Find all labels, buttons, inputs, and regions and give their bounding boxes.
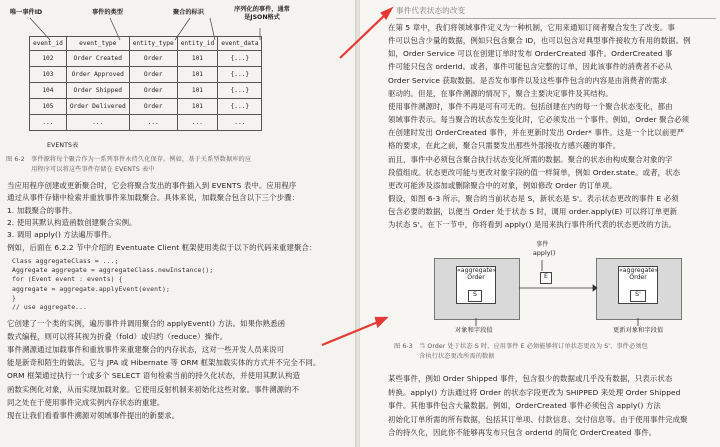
- table-cell: Order: [129, 99, 177, 115]
- column-header: entity_type: [129, 37, 177, 51]
- table-cell: 105: [30, 99, 67, 115]
- text-line: 初始化订单所需的所有数据，包括其订单项、付款信息、交付信息等。由于使用事件完成聚: [388, 414, 688, 424]
- table-row: [30, 67, 262, 83]
- text-line: 它创建了一个类的实例，遍历事件并调用聚合的 applyEvent() 方法。如果你熟悉函: [7, 319, 286, 328]
- event-label: 事件: [536, 241, 549, 248]
- text-line: 当应用程序创建或更新聚合时，它会将聚合发出的事件插入到 EVENTS 表中。应用程序: [7, 181, 297, 190]
- table-cell: 103: [30, 67, 67, 83]
- text-line: 包含必要的数据，以便当 Order 处于状态 S 时，调用 order.apply(E) 可以将订单更新: [388, 207, 678, 217]
- table-cell: Order Delivered: [66, 99, 129, 115]
- section-header: 事件代表状态的改变: [396, 6, 466, 15]
- text-line: 数式编程，则可以将其视为折叠（fold）或归约（reduce）操作。: [7, 332, 228, 342]
- events-table: [29, 36, 262, 131]
- text-line: 现在让我们看看事件溯源对领域事件提出的新要求。: [7, 410, 180, 420]
- table-cell: ...: [218, 115, 262, 131]
- stereotype-label: «aggregate»: [619, 267, 659, 274]
- figure-caption-line: 图 6-3 当 Order 处于状态 S 时，应用事件 E 必须能够将订单状态更改为 S'，事件必须包: [394, 343, 648, 350]
- text-line: 1. 加载聚合的事件。: [7, 205, 77, 215]
- text-line: 假设，如图 6-3 所示，聚合的当前状态是 S，新状态是 S'。表示状态更改的事件 E 必须: [388, 193, 679, 203]
- text-line: 能是新奇和陌生的做法。它与 JPA 或 Hibernate 等 ORM 框架加载实体的方式并不完全不同。: [7, 358, 321, 368]
- text-line: ORM 框架通过执行一个或多个 SELECT 语句检索当前的持久化状态，并使用其默认构造: [7, 371, 301, 381]
- text-line: 领域事件表示。每当聚合的状态发生变化时，它必须发出一个事件。例如，Order 聚合必须: [388, 115, 690, 125]
- table-row: [30, 115, 262, 131]
- text-line: 事件。其他事件包含大量数据。例如，OrderCreated 事件必须包含 apply() 方法: [388, 401, 661, 411]
- text-line: 通过从事件存储中检索并重放事件来加载聚合。具体来说，加载聚合包含以下三个步骤：: [7, 193, 300, 203]
- text-line: Order Service 获取数据。是否发布事件以及这些事件包含的内容是由消费者的需求: [388, 75, 668, 85]
- figure-caption-line: 图 6-2 事件源将每个聚合作为一系列事件永持久化保存。例如，基于关系型数据库的应: [6, 156, 252, 163]
- column-header: event_id: [30, 37, 67, 51]
- table-cell: Order Approved: [66, 67, 129, 83]
- column-header: entity_id: [177, 37, 218, 51]
- table-cell: 101: [177, 67, 218, 83]
- text-line: 2. 使用其默认构造函数创建聚合实例。: [7, 217, 137, 227]
- text-line: 某些事件，例如 Order Shipped 事件，包含很少的数据或几乎没有数据，只表示状态: [388, 374, 673, 383]
- apply-label: apply(): [533, 250, 556, 257]
- annotation-event-data: 序列化的事件，通常是JSON格式: [234, 6, 290, 21]
- text-line: 3. 调用 apply() 方法遍历事件。: [7, 230, 116, 240]
- text-line: 在创建时发出 OrderCreated 事件，并在更新时发出 Order* 事件。这是一个比以前更严: [388, 128, 685, 138]
- text-line: 使用事件溯源时，事件不再是可有可无的。包括创建在内的每一个聚合状态变化，都由: [388, 101, 673, 111]
- table-row: [30, 99, 262, 115]
- table-cell: 101: [177, 83, 218, 99]
- text-line: }: [12, 293, 16, 302]
- table-cell: {...}: [218, 51, 262, 67]
- table-cell: Order: [129, 51, 177, 67]
- table-cell: ...: [66, 115, 129, 131]
- right-panel-caption: 更新对象和字段值: [613, 327, 664, 334]
- table-cell: 101: [177, 99, 218, 115]
- table-cell: Order: [129, 83, 177, 99]
- text-line: 同之处在于使用事件完成实例内存状态的重建。: [7, 397, 165, 407]
- event-box: E: [540, 272, 552, 284]
- text-line: 合的持久化，因此你不能够再发布只包含 orderId 的简化 OrderCreated 事件。: [388, 428, 657, 438]
- table-cell: 104: [30, 83, 67, 99]
- table-cell: 102: [30, 51, 67, 67]
- column-header: event_type: [66, 37, 129, 51]
- table-caption: EVENTS表: [47, 142, 79, 149]
- text-line: 件可以包含少量的数据，例如只包含聚合 ID，也可以包含对典型事件接收方有用的数据。例: [388, 36, 691, 46]
- text-line: 事件溯源通过加载事件和重放事件来重建聚合的内存状态，这对一些开发人员来说可: [7, 345, 285, 355]
- annotation-aggregate-id: 聚合的标识: [173, 9, 204, 16]
- table-cell: 101: [177, 51, 218, 67]
- table-cell: {...}: [218, 67, 262, 83]
- left-panel-caption: 对象和字段值: [455, 327, 493, 334]
- table-cell: {...}: [218, 99, 262, 115]
- table-cell: ...: [129, 115, 177, 131]
- column-header: event_data: [218, 37, 262, 51]
- table-cell: ...: [30, 115, 67, 131]
- order-label: Order: [467, 274, 485, 281]
- text-line: // use aggregate...: [12, 303, 88, 311]
- text-line: aggregate = aggregate.applyEvent(event);: [12, 284, 170, 293]
- text-line: 件可能只包含 orderId。或者，事件可能包含完整的订单，因此该事件的消费者不必从: [388, 62, 673, 72]
- text-line: 为状态 S'。在下一节中，你将看到 apply() 是用来执行事件所代表的状态更改的方法。: [388, 220, 677, 230]
- text-line: 如，Order Service 可以在创建订单时发布 OrderCreated 事件。OrderCreated 事: [388, 49, 673, 59]
- table-row: [30, 83, 262, 99]
- text-line: 更改可能涉及添加或删除聚合中的对象，例如修改 Order 的订单项。: [388, 180, 617, 190]
- state-after-box: S': [630, 290, 646, 302]
- text-line: 函数实例化对象，从而实现加载对象。它使用反射机制来初始化这些对象。事件溯源的不: [7, 384, 300, 394]
- order-label: Order: [629, 274, 647, 281]
- table-cell: Order: [129, 67, 177, 83]
- right-page: [360, 0, 720, 447]
- state-before-box: S: [468, 290, 482, 302]
- text-line: 段值组成。状态更改可能与更改对象字段的值一样简单，例如 Order.state。或者，状态: [388, 167, 681, 177]
- text-line: Class aggregateClass = ...;: [12, 257, 119, 265]
- table-row: [30, 51, 262, 67]
- table-cell: ...: [177, 115, 218, 131]
- table-cell: Order Shipped: [66, 83, 129, 99]
- text-line: 驱动的。但是，在事件溯源的情况下，聚合主要决定事件及其结构。: [388, 88, 613, 98]
- left-page: [0, 0, 357, 447]
- text-line: 转换。apply() 方法通过将 Order 的状态字段更改为 SHIPPED 来处理 Order Shipped: [388, 387, 681, 397]
- figure-caption-line: 含执行状态更改所需的数据: [394, 353, 495, 360]
- annotation-event-type: 事件的类型: [92, 9, 123, 16]
- text-line: 格的要求，在此之前，聚合只需要发出那些外部接收方感兴趣的事件。: [388, 141, 621, 151]
- text-line: 而且，事件中必须包含聚合执行状态变化所需的数据。聚合的状态由构成聚合对象的字: [388, 154, 673, 164]
- annotation-event-id: 唯一事件ID: [10, 9, 43, 16]
- text-line: for (Event event : events) {: [12, 275, 123, 284]
- text-line: 例如，后面在 6.2.2 节中介绍的 Eventuate Client 框架使用类似于以下的代码来重建聚合：: [7, 242, 317, 252]
- text-line: Aggregate aggregate = aggregateClass.newInstance();: [12, 266, 214, 275]
- figure-caption-line: 用程序可以将这些事件存储在 EVENTS 表中: [6, 166, 155, 173]
- table-cell: {...}: [218, 83, 262, 99]
- stereotype-label: «aggregate»: [457, 267, 497, 274]
- table-cell: Order Created: [66, 51, 129, 67]
- table-header-row: [30, 37, 262, 51]
- text-line: 在第 5 章中，我们将领域事件定义为一种机制，它用来通知订阅者聚合发生了改变。事: [388, 23, 675, 32]
